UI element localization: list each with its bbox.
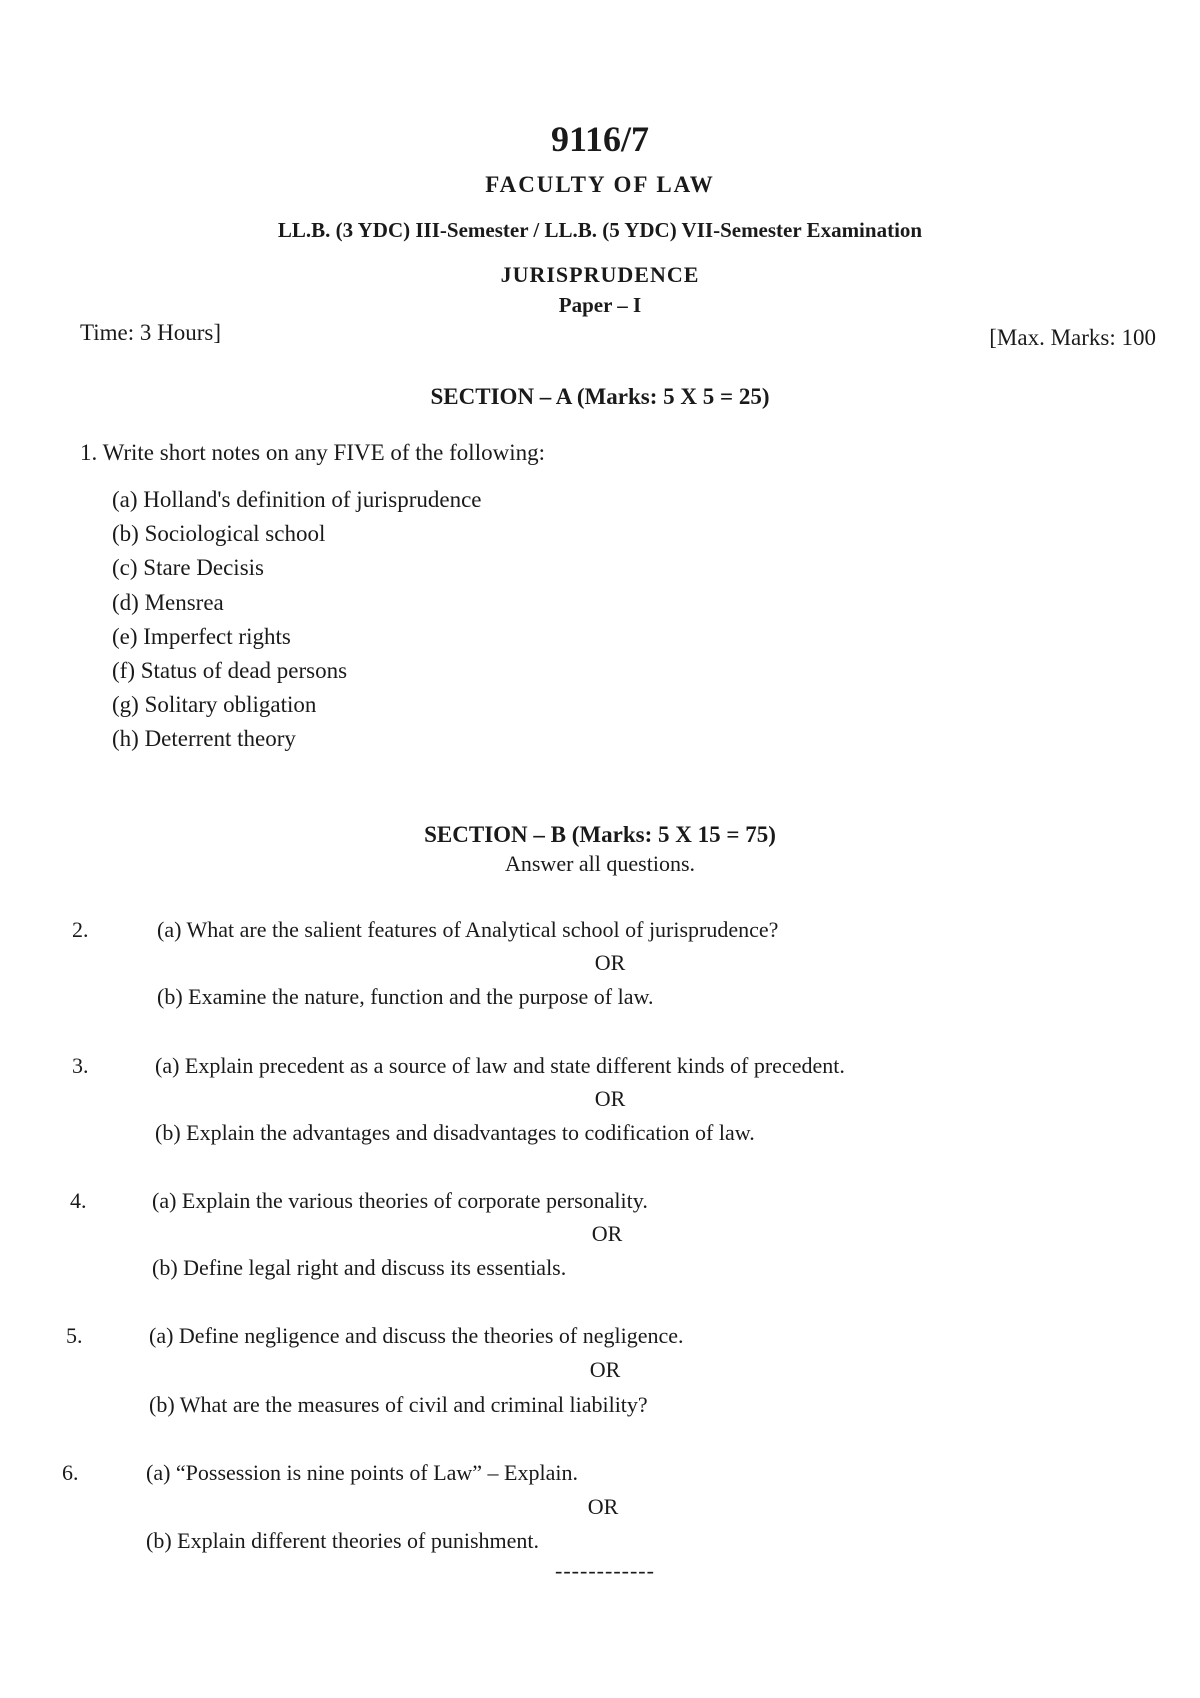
list-item: (c) Stare Decisis [112, 555, 264, 580]
question-option-b: (b) Define legal right and discuss its essentials. [152, 1255, 567, 1280]
list-item: (a) Holland's definition of jurisprudence [112, 487, 482, 512]
question-option-a: (a) Explain precedent as a source of law and state different kinds of precedent. [155, 1053, 845, 1078]
question-1: 1. Write short notes on any FIVE of the following: [80, 440, 545, 465]
time-label: Time: 3 Hours] [80, 320, 221, 345]
question-option-a: (a) Define negligence and discuss the theories of negligence. [149, 1323, 684, 1348]
exam-title: LL.B. (3 YDC) III-Semester / LL.B. (5 YDC) VII-Semester Examination [277, 218, 923, 242]
or-label: OR [587, 1494, 619, 1519]
list-item: (g) Solitary obligation [112, 692, 317, 717]
question-number: 4. [70, 1188, 87, 1213]
question-option-b: (b) Explain different theories of punishment. [146, 1528, 540, 1553]
section-b-title: SECTION – B (Marks: 5 X 15 = 75) [424, 822, 776, 847]
list-item: (d) Mensrea [112, 590, 224, 615]
question-number: 2. [72, 917, 89, 942]
end-of-paper-line: ------------ [555, 1558, 655, 1583]
or-label: OR [594, 950, 626, 975]
subject-title: JURISPRUDENCE [500, 262, 700, 287]
paper-number: Paper – I [558, 293, 642, 317]
or-label: OR [589, 1357, 621, 1382]
max-marks-label: [Max. Marks: 100 [989, 325, 1156, 350]
or-label: OR [594, 1086, 626, 1111]
list-item: (e) Imperfect rights [112, 624, 291, 649]
section-b-instruction: Answer all questions. [504, 851, 696, 876]
question-number: 6. [62, 1460, 79, 1485]
or-label: OR [591, 1221, 623, 1246]
question-option-b: (b) Examine the nature, function and the purpose of law. [157, 984, 654, 1009]
faculty-title: FACULTY OF LAW [485, 172, 715, 197]
list-item: (f) Status of dead persons [112, 658, 348, 683]
question-option-a: (a) Explain the various theories of corporate personality. [152, 1188, 648, 1213]
question-number: 3. [72, 1053, 89, 1078]
question-option-b: (b) Explain the advantages and disadvantages to codification of law. [155, 1120, 755, 1145]
section-a-title: SECTION – A (Marks: 5 X 5 = 25) [430, 384, 770, 409]
list-item: (h) Deterrent theory [112, 726, 296, 751]
list-item: (b) Sociological school [112, 521, 326, 546]
question-option-b: (b) What are the measures of civil and criminal liability? [149, 1392, 648, 1417]
paper-code: 9116/7 [550, 119, 649, 159]
question-option-a: (a) “Possession is nine points of Law” – Explain. [146, 1460, 578, 1485]
question-number: 5. [66, 1323, 83, 1348]
question-option-a: (a) What are the salient features of Analytical school of jurisprudence? [157, 917, 779, 942]
